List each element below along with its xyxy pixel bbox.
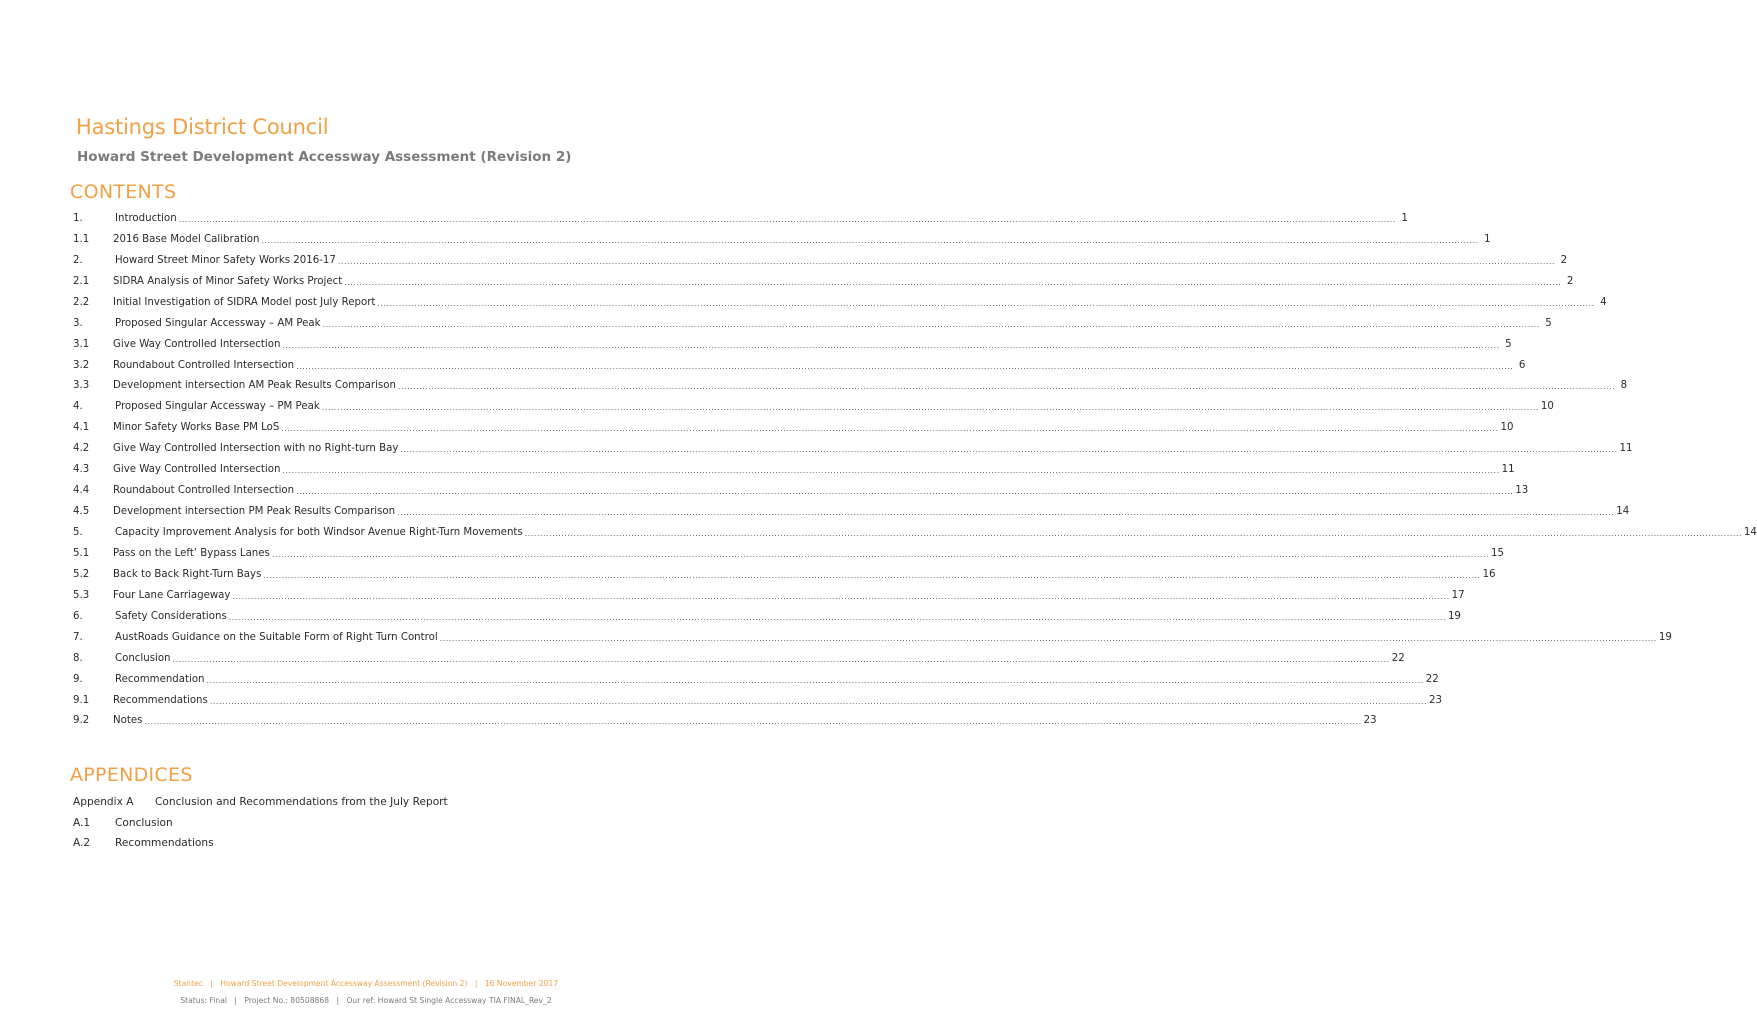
footer-separator: |	[210, 979, 213, 988]
toc-number: 4.1	[73, 422, 90, 434]
toc-title: Capacity Improvement Analysis for both Windsor Avenue Right-Turn Movements	[115, 527, 523, 539]
appendix-entry[interactable]	[73, 792, 448, 813]
toc-entry[interactable]	[73, 669, 1439, 690]
toc-leader-dots: ................................................................................................................................................................................................................................................................................................................................................................................................................	[209, 696, 1428, 706]
toc-entry[interactable]	[73, 271, 1574, 292]
toc-title: 2016 Base Model Calibration	[113, 233, 260, 245]
toc-number: 6.	[73, 610, 83, 622]
toc-entry[interactable]	[73, 250, 1568, 271]
toc-leader-dots: ................................................................................................................................................................................................................................................................................................................................................................................................................	[206, 675, 1424, 685]
toc-number: 5.	[73, 527, 83, 539]
toc-page-number: 5	[1545, 317, 1552, 329]
toc-title: Pass on the Left’ Bypass Lanes	[113, 547, 270, 559]
toc-title: Give Way Controlled Intersection	[113, 338, 281, 350]
toc-entry[interactable]	[73, 376, 1628, 397]
toc-page-number: 19	[1658, 631, 1672, 643]
toc-entry[interactable]	[73, 417, 1514, 438]
toc-number: 4.4	[73, 485, 90, 497]
toc-page-number: 1	[1401, 212, 1408, 224]
toc-leader-dots: ................................................................................................................................................................................................................................................................................................................................................................................................................	[397, 508, 1615, 518]
toc-page-number: 11	[1501, 464, 1515, 476]
toc-number: 4.5	[73, 506, 90, 518]
toc-leader-dots: ................................................................................................................................................................................................................................................................................................................................................................................................................	[282, 340, 1500, 350]
toc-leader-dots: ................................................................................................................................................................................................................................................................................................................................................................................................................	[263, 570, 1481, 580]
appendix-entry[interactable]	[73, 813, 448, 834]
toc-entry[interactable]	[73, 292, 1607, 313]
footer-our-ref: Our ref: Howard St Single Accessway TIA FINAL_Rev_2	[346, 996, 552, 1005]
footer-company: Stantec	[173, 979, 203, 988]
toc-title: Recommendations	[113, 694, 208, 706]
toc-number: 5.1	[73, 547, 90, 559]
client-name: Hastings District Council	[76, 115, 329, 139]
toc-leader-dots: ................................................................................................................................................................................................................................................................................................................................................................................................................	[271, 549, 1490, 559]
toc-number: 7.	[73, 631, 83, 643]
toc-title: Proposed Singular Accessway – AM Peak	[115, 317, 321, 329]
appendices-heading: APPENDICES	[70, 764, 193, 786]
toc-entry[interactable]	[73, 355, 1526, 376]
toc-entry[interactable]	[73, 501, 1630, 522]
toc-title: Recommendation	[115, 673, 205, 685]
toc-leader-dots: ................................................................................................................................................................................................................................................................................................................................................................................................................	[172, 654, 1390, 664]
toc-number: 9.	[73, 673, 83, 685]
toc-number: 3.	[73, 317, 83, 329]
toc-entry[interactable]	[73, 648, 1405, 669]
toc-leader-dots: ................................................................................................................................................................................................................................................................................................................................................................................................................	[337, 256, 1556, 266]
toc-title: Development intersection PM Peak Results Comparison	[113, 506, 396, 518]
footer-status: Status: Final	[180, 996, 227, 1005]
footer-date: 16 November 2017	[484, 979, 559, 988]
toc-title: Safety Considerations	[115, 610, 227, 622]
toc-page-number: 15	[1491, 547, 1504, 559]
toc-leader-dots: ................................................................................................................................................................................................................................................................................................................................................................................................................	[524, 529, 1742, 539]
toc-number: 9.1	[73, 694, 90, 706]
toc-entry[interactable]	[73, 313, 1552, 334]
toc-title: Initial Investigation of SIDRA Model post July Report	[113, 296, 376, 308]
toc-entry[interactable]	[73, 522, 1757, 543]
toc-number: 4.2	[73, 443, 90, 455]
toc-number: 1.	[73, 212, 83, 224]
appendix-title: Conclusion	[115, 816, 173, 829]
toc-entry[interactable]	[73, 480, 1529, 501]
toc-number: 2.	[73, 254, 83, 266]
toc-number: 4.3	[73, 464, 90, 476]
toc-page-number: 2	[1560, 254, 1568, 266]
toc-title: Give Way Controlled Intersection with no Right-turn Bay	[113, 443, 399, 455]
toc-entry[interactable]	[73, 606, 1461, 627]
footer-doc-title: Howard Street Development Accessway Assessment (Revision 2)	[220, 979, 468, 988]
footer-line-1	[0, 979, 732, 988]
toc-page-number: 19	[1447, 610, 1461, 622]
toc-title: Roundabout Controlled Intersection	[113, 359, 295, 371]
toc-page-number: 1	[1484, 233, 1491, 245]
toc-entry[interactable]	[73, 543, 1504, 564]
toc-leader-dots: ................................................................................................................................................................................................................................................................................................................................................................................................................	[282, 466, 1500, 476]
footer-separator: |	[234, 996, 237, 1005]
toc-leader-dots: ................................................................................................................................................................................................................................................................................................................................................................................................................	[281, 424, 1499, 434]
toc-page-number: 17	[1451, 589, 1465, 601]
toc-page-number: 16	[1482, 568, 1496, 580]
toc-number: 3.2	[73, 359, 90, 371]
toc-entry[interactable]	[73, 459, 1515, 480]
toc-title: AustRoads Guidance on the Suitable Form of Right Turn Control	[115, 631, 438, 643]
toc-page-number: 6	[1518, 359, 1526, 371]
toc-number: 5.2	[73, 568, 90, 580]
toc-leader-dots: ................................................................................................................................................................................................................................................................................................................................................................................................................	[232, 591, 1450, 601]
toc-page-number: 2	[1566, 275, 1574, 287]
toc-number: 2.2	[73, 296, 90, 308]
toc-page-number: 8	[1620, 380, 1628, 392]
toc-number: 5.3	[73, 589, 90, 601]
toc-entry[interactable]	[73, 208, 1408, 229]
toc-title: Roundabout Controlled Intersection	[113, 485, 295, 497]
toc-number: 9.2	[73, 715, 90, 727]
toc-leader-dots: ................................................................................................................................................................................................................................................................................................................................................................................................................	[344, 277, 1562, 287]
toc-title: Give Way Controlled Intersection	[113, 464, 281, 476]
footer-separator: |	[474, 979, 478, 988]
toc-page-number: 10	[1540, 401, 1554, 413]
toc-page-number: 11	[1619, 443, 1633, 455]
toc-entry[interactable]	[73, 438, 1633, 459]
appendix-entry[interactable]	[73, 833, 448, 854]
toc-leader-dots: ................................................................................................................................................................................................................................................................................................................................................................................................................	[178, 214, 1396, 224]
toc-entry[interactable]	[73, 334, 1512, 355]
toc-leader-dots: ................................................................................................................................................................................................................................................................................................................................................................................................................	[296, 361, 1514, 371]
appendix-title: Conclusion and Recommendations from the July Report	[155, 796, 448, 809]
toc-leader-dots: ................................................................................................................................................................................................................................................................................................................................................................................................................	[397, 382, 1616, 392]
toc-title: Notes	[113, 715, 143, 727]
toc-title: Back to Back Right-Turn Bays	[113, 568, 262, 580]
toc-leader-dots: ................................................................................................................................................................................................................................................................................................................................................................................................................	[261, 235, 1479, 245]
toc-number: 1.1	[73, 233, 90, 245]
toc-leader-dots: ................................................................................................................................................................................................................................................................................................................................................................................................................	[144, 717, 1362, 727]
toc-page-number: 14	[1616, 506, 1630, 518]
toc-entry[interactable]	[73, 585, 1465, 606]
appendix-number: A.2	[73, 837, 91, 850]
contents-heading: CONTENTS	[70, 181, 177, 203]
appendix-number: A.1	[73, 816, 91, 829]
toc-entry[interactable]	[73, 396, 1554, 417]
toc-entry[interactable]	[73, 690, 1442, 711]
toc-title: Minor Safety Works Base PM LoS	[113, 422, 280, 434]
appendices-list	[73, 792, 448, 854]
toc-title: Introduction	[115, 212, 177, 224]
toc-leader-dots: ................................................................................................................................................................................................................................................................................................................................................................................................................	[228, 612, 1446, 622]
toc-page-number: 22	[1391, 652, 1405, 664]
toc-page-number: 5	[1505, 338, 1512, 350]
toc-title: Howard Street Minor Safety Works 2016-17	[115, 254, 336, 266]
toc-page-number: 22	[1425, 673, 1439, 685]
toc-title: SIDRA Analysis of Minor Safety Works Project	[113, 275, 343, 287]
toc-number: 4.	[73, 401, 83, 413]
toc-entry[interactable]	[73, 627, 1672, 648]
toc-entry[interactable]	[73, 564, 1496, 585]
toc-title: Four Lane Carriageway	[113, 589, 231, 601]
toc-page-number: 23	[1429, 694, 1442, 706]
appendix-number: Appendix A	[73, 796, 134, 809]
toc-number: 3.3	[73, 380, 90, 392]
table-of-contents	[73, 208, 1757, 731]
toc-page-number: 23	[1363, 715, 1377, 727]
footer-separator: |	[336, 996, 340, 1005]
footer-line-2	[0, 996, 732, 1005]
toc-page-number: 13	[1515, 485, 1529, 497]
toc-title: Proposed Singular Accessway – PM Peak	[115, 401, 320, 413]
toc-page-number: 10	[1500, 422, 1514, 434]
toc-entry[interactable]	[73, 229, 1491, 250]
toc-leader-dots: ................................................................................................................................................................................................................................................................................................................................................................................................................	[439, 633, 1657, 643]
report-subtitle: Howard Street Development Accessway Assessment (Revision 2)	[77, 149, 572, 165]
toc-page-number: 14	[1743, 527, 1757, 539]
toc-number: 8.	[73, 652, 83, 664]
toc-title: Conclusion	[115, 652, 171, 664]
toc-leader-dots: ................................................................................................................................................................................................................................................................................................................................................................................................................	[377, 298, 1595, 308]
toc-number: 3.1	[73, 338, 90, 350]
footer-project-no: Project No.: 80508868	[244, 996, 330, 1005]
toc-page-number: 4	[1600, 296, 1607, 308]
toc-leader-dots: ................................................................................................................................................................................................................................................................................................................................................................................................................	[400, 445, 1618, 455]
toc-number: 2.1	[73, 275, 90, 287]
toc-entry[interactable]	[73, 711, 1377, 732]
toc-leader-dots: ................................................................................................................................................................................................................................................................................................................................................................................................................	[322, 319, 1540, 329]
appendix-title: Recommendations	[115, 837, 214, 850]
toc-leader-dots: ................................................................................................................................................................................................................................................................................................................................................................................................................	[296, 487, 1514, 497]
toc-title: Development intersection AM Peak Results Comparison	[113, 380, 396, 392]
toc-leader-dots: ................................................................................................................................................................................................................................................................................................................................................................................................................	[321, 403, 1539, 413]
